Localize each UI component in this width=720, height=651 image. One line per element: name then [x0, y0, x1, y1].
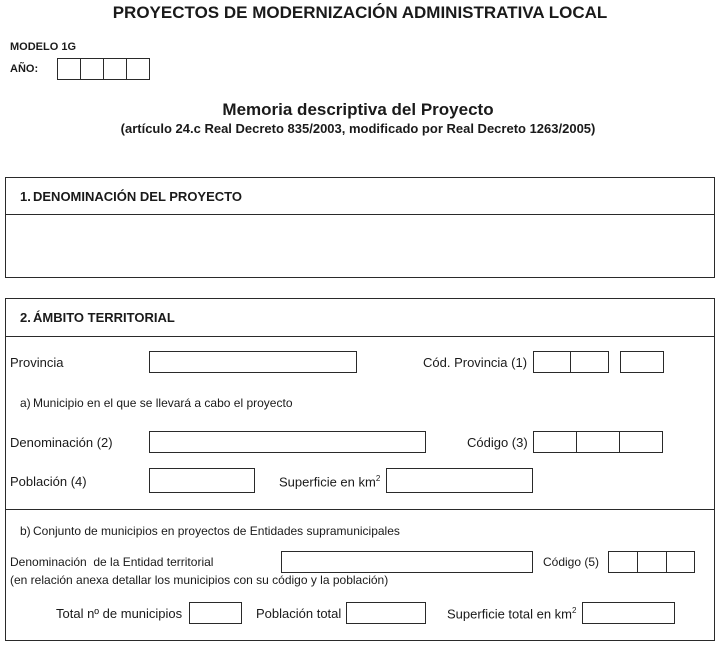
provincia-field[interactable] — [149, 351, 357, 373]
relacion-note: (en relación anexa detallar los municipios con su código y la población) — [10, 573, 389, 587]
sub-a-text: Municipio en el que se llevará a cabo el proyecto — [33, 396, 293, 410]
anio-cell-divider — [103, 58, 104, 80]
poblacion-total-field[interactable] — [346, 602, 426, 624]
memoria-subtitle: (artículo 24.c Real Decreto 835/2003, modificado por Real Decreto 1263/2005) — [120, 121, 596, 136]
section-2-subdivider — [5, 509, 715, 510]
anio-cell-divider — [126, 58, 127, 80]
codigo-field[interactable] — [533, 431, 663, 453]
cod-provincia-check-field[interactable] — [620, 351, 664, 373]
cod-provincia-label: Cód. Provincia (1) — [423, 355, 528, 370]
poblacion-label: Población (4) — [10, 474, 87, 489]
section-1-title: DENOMINACIÓN DEL PROYECTO — [33, 189, 242, 204]
document-title: PROYECTOS DE MODERNIZACIÓN ADMINISTRATIVA LOCAL — [112, 3, 608, 22]
superficie-field[interactable] — [386, 468, 533, 493]
denominacion-label: Denominación (2) — [10, 435, 113, 450]
section-2-divider — [5, 336, 715, 337]
poblacion-total-label: Población total — [256, 606, 342, 621]
cod-provincia-divider — [570, 351, 571, 373]
codigo-divider — [576, 431, 577, 453]
superficie-label-text: Superficie en km — [279, 474, 376, 490]
denominacion-field[interactable] — [149, 431, 426, 453]
superficie-total-label-sup: 2 — [572, 606, 577, 615]
superficie-total-label-text: Superficie total en km — [447, 606, 573, 622]
poblacion-field[interactable] — [149, 468, 255, 493]
superficie-label-sup: 2 — [375, 474, 381, 483]
sub-a-letter: a) — [20, 396, 31, 410]
provincia-label: Provincia — [10, 355, 64, 370]
sub-b-letter: b) — [20, 524, 31, 538]
superficie-total-field[interactable] — [582, 602, 675, 624]
denominacion-entidad-label: Denominación de la Entidad territorial — [10, 555, 214, 569]
section-2-panel — [5, 298, 715, 641]
codigo-divider — [619, 431, 620, 453]
section-2-title: ÁMBITO TERRITORIAL — [33, 310, 175, 325]
cod-provincia-field[interactable] — [533, 351, 609, 373]
codigo5-divider — [637, 551, 638, 573]
codigo5-label: Código (5) — [543, 555, 600, 569]
codigo5-divider — [666, 551, 667, 573]
denominacion-entidad-field[interactable] — [281, 551, 533, 573]
anio-cell-divider — [80, 58, 81, 80]
codigo-label: Código (3) — [467, 435, 528, 450]
superficie-label — [279, 474, 380, 489]
section-2-number: 2. — [20, 310, 31, 325]
total-municipios-label: Total nº de municipios — [56, 606, 183, 621]
memoria-title: Memoria descriptiva del Proyecto — [222, 100, 494, 119]
denominacion-proyecto-field[interactable] — [6, 215, 714, 277]
modelo-label: MODELO 1G — [10, 41, 77, 53]
section-1-number: 1. — [20, 189, 31, 204]
superficie-total-label — [447, 606, 576, 621]
codigo5-field[interactable] — [608, 551, 695, 573]
anio-label: AÑO: — [10, 63, 39, 75]
total-municipios-field[interactable] — [189, 602, 242, 624]
sub-b-text: Conjunto de municipios en proyectos de Entidades supramunicipales — [33, 524, 400, 538]
